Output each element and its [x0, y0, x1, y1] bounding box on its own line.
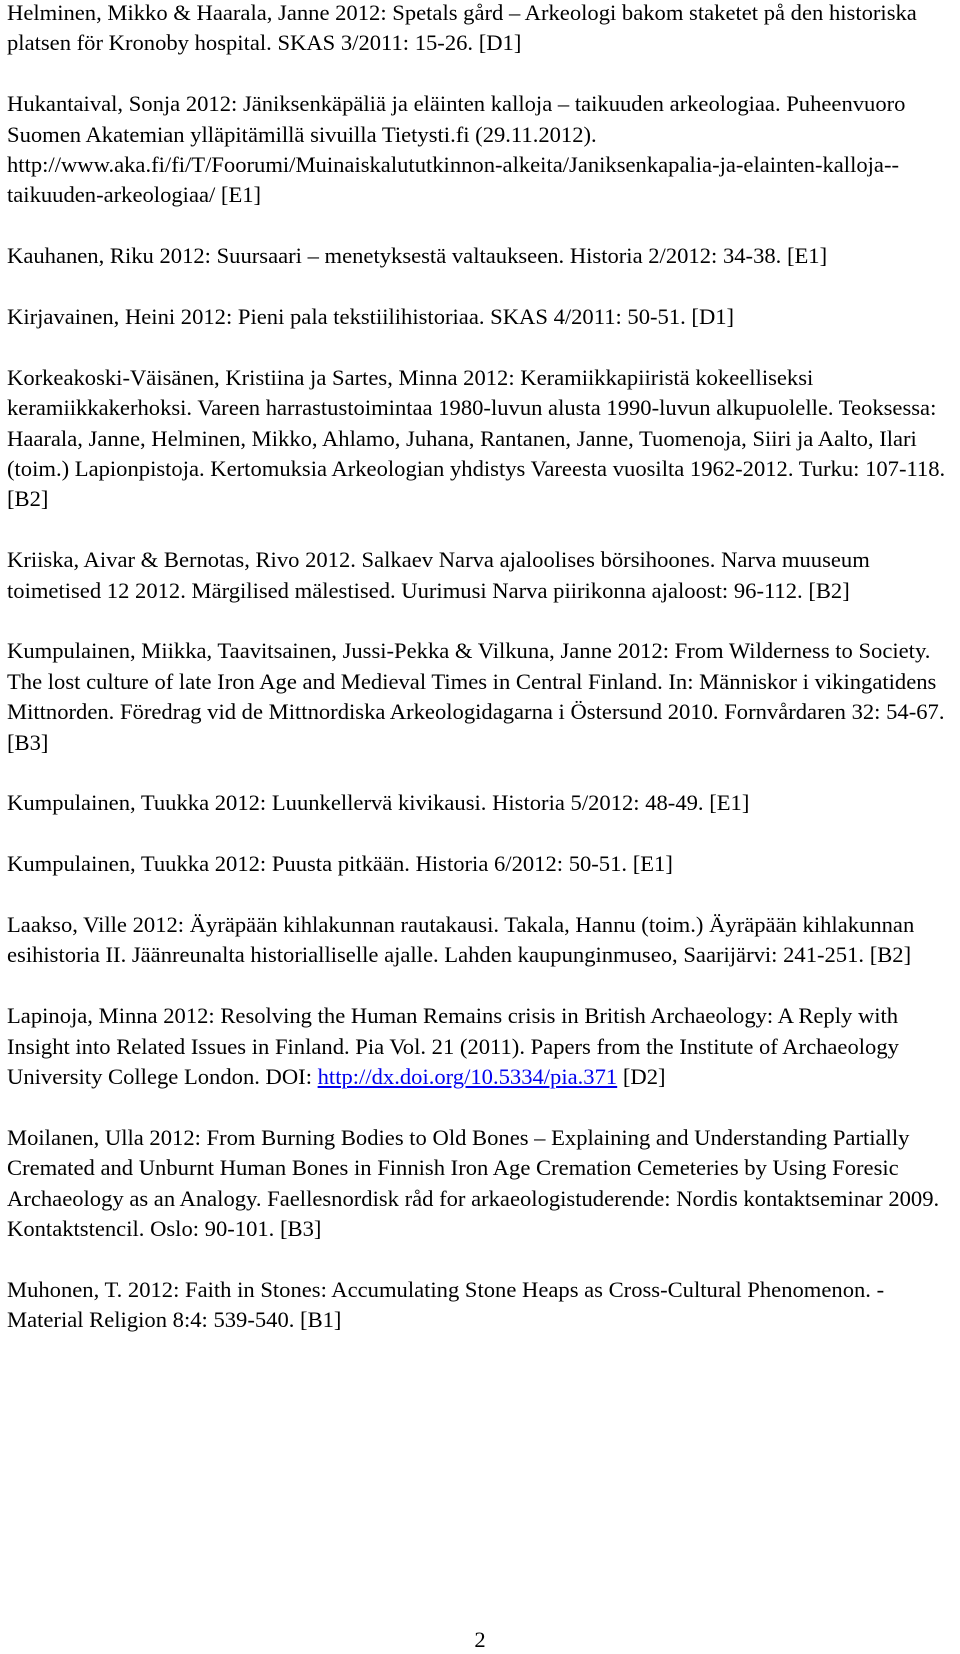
reference-text: [D2]: [617, 1064, 666, 1090]
reference-entry: Muhonen, T. 2012: Faith in Stones: Accumulating Stone Heaps as Cross-Cultural Phenomenon. - Material Religion 8:4: 539-540. [B1]: [7, 1276, 885, 1333]
reference-entry: Korkeakoski-Väisänen, Kristiina ja Sartes, Minna 2012: Keramiikkapiiristä kokeelliseksi keramiikkakerhoksi. Vareen harrastustoimintaa 1980-luvun alusta 1990-luvun alkupuolelle. Teoksessa: Haarala, Janne, Helminen, Mikko, Ahlamo, Juhana, Rantanen, Janne, Tuomenoja, Siiri ja Aalto, Ilari (toim.) Lapionpistoja. Kertomuksia Arkeologian yhdistys Vareesta vuosilta 1962-2012. Turku: 107-118. [B2]: [7, 364, 946, 512]
reference-entry: Hukantaival, Sonja 2012: Jäniksenkäpäliä ja eläinten kalloja – taikuuden arkeologiaa. Puheenvuoro Suomen Akatemian ylläpitämillä sivuilla Tietysti.fi (29.11.2012). http://www.aka.fi/fi/T/Foorumi/Muinaiskalututkinnon-alkeita/Janiksenkapalia-ja-elainten-kalloja--taikuuden-arkeologiaa/ [E1]: [7, 91, 906, 208]
reference-entry: Kriiska, Aivar & Bernotas, Rivo 2012. Salkaev Narva ajaloolises börsihoones. Narva muuseum toimetised 12 2012. Märgilised mälestised. Uurimusi Narva piirikonna ajaloost: 96-112. [B2]: [7, 547, 870, 603]
doi-link[interactable]: http://dx.doi.org/10.5334/pia.371: [317, 1064, 618, 1090]
reference-text: Lapinoja, Minna 2012: Resolving the Human Remains crisis in British Archaeology: A Reply with Insight into Related Issues in Finland. Pia Vol. 21 (2011). Papers from the Institute of Archaeology University College London. DOI:: [7, 1003, 899, 1090]
reference-list: [7, 0, 947, 1366]
reference-entry: Kumpulainen, Miikka, Taavitsainen, Jussi-Pekka & Vilkuna, Janne 2012: From Wilderness to Society. The lost culture of late Iron Age and Medieval Times in Central Finland. In: Människor i vikingatidens Mittnorden. Föredrag vid de Mittnordiska Arkeologidagarna i Östersund 2010. Fornvårdaren 32: 54-67. [B3]: [7, 638, 945, 755]
reference-entry: Kumpulainen, Tuukka 2012: Luunkellervä kivikausi. Historia 5/2012: 48-49. [E1]: [7, 790, 750, 816]
reference-entry: [7, 1001, 947, 1092]
reference-entry: Kumpulainen, Tuukka 2012: Puusta pitkään. Historia 6/2012: 50-51. [E1]: [7, 851, 673, 877]
reference-entry: Moilanen, Ulla 2012: From Burning Bodies to Old Bones – Explaining and Understanding Partially Cremated and Unburnt Human Bones in Finnish Iron Age Cremation Cemeteries by Using Foresic Archaeology as an Analogy. Faellesnordisk råd for arkaeologistuderende: Nordis kontaktseminar 2009. Kontaktstencil. Oslo: 90-101. [B3]: [7, 1124, 940, 1242]
reference-entry: Laakso, Ville 2012: Äyräpään kihlakunnan rautakausi. Takala, Hannu (toim.) Äyräpään kihlakunnan esihistoria II. Jäänreunalta historialliselle ajalle. Lahden kaupunginmuseo, Saarijärvi: 241-251. [B2]: [7, 912, 915, 968]
reference-entry: Kauhanen, Riku 2012: Suursaari – menetyksestä valtaukseen. Historia 2/2012: 34-38. [E1]: [7, 243, 828, 269]
page-number: 2: [474, 1627, 486, 1652]
reference-entry: Kirjavainen, Heini 2012: Pieni pala tekstiilihistoriaa. SKAS 4/2011: 50-51. [D1]: [7, 304, 735, 330]
reference-entry: Helminen, Mikko & Haarala, Janne 2012: Spetals gård – Arkeologi bakom staketet på den historiska platsen för Kronoby hospital. SKAS 3/2011: 15-26. [D1]: [7, 0, 917, 56]
